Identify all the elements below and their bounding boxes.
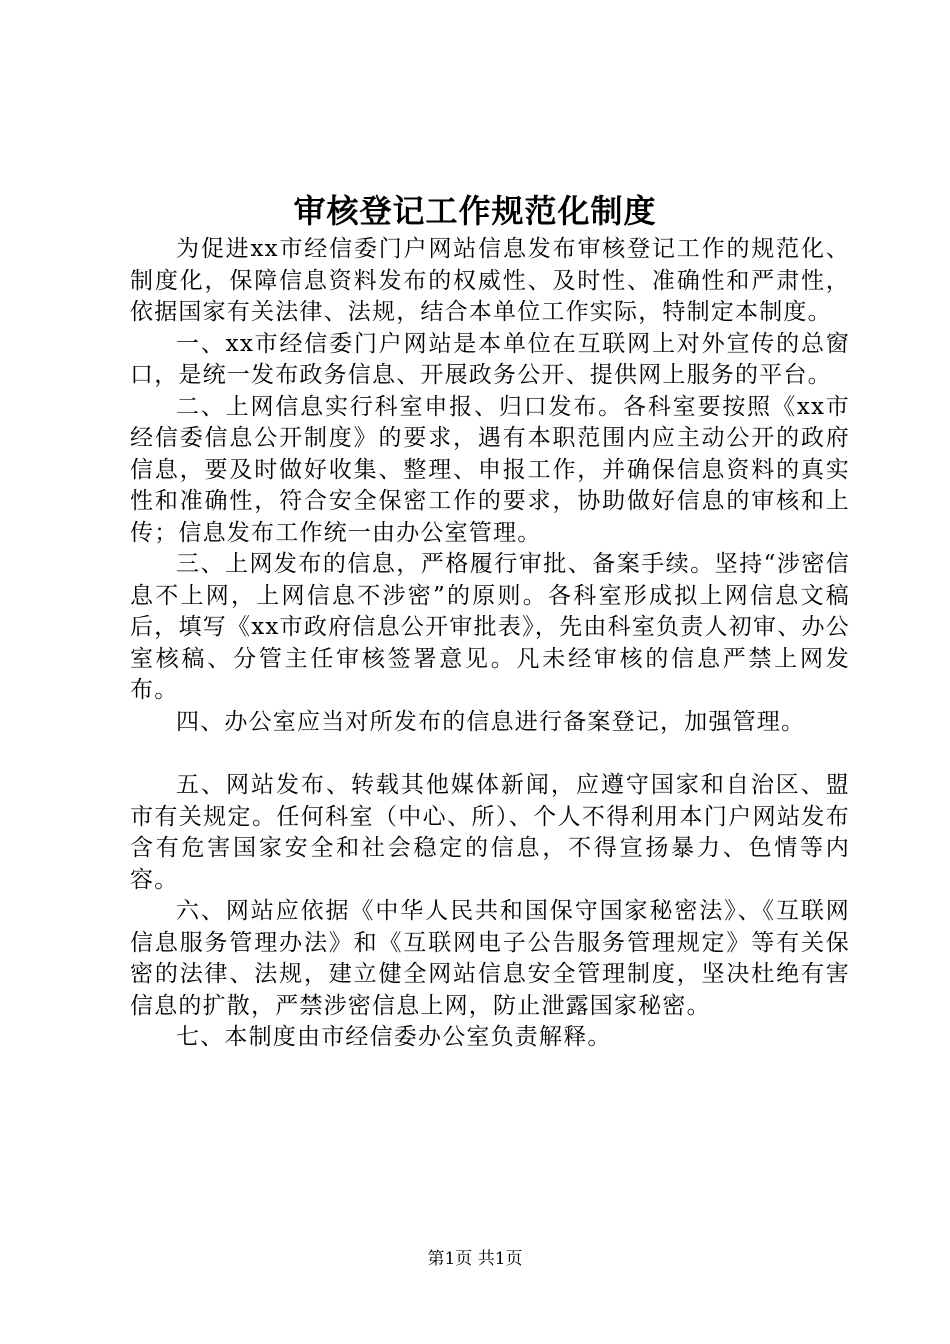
paragraph-clause-2: 二、上网信息实行科室申报、归口发布。各科室要按照《xx市经信委信息公开制度》的要求，遇有本职范围内应主动公开的政府信息，要及时做好收集、整理、申报工作，并确保信息资料的真实性和准确性，符合安全保密工作的要求，协助做好信息的审核和上传；信息发布工作统一由办公室管理。 bbox=[130, 393, 850, 546]
paragraph-clause-3: 三、上网发布的信息，严格履行审批、备案手续。坚持“涉密信息不上网，上网信息不涉密”的原则。各科室形成拟上网信息文稿后，填写《xx市政府信息公开审批表》，先由科室负责人初审、办公室核稿、分管主任审核签署意见。凡未经审核的信息严禁上网发布。 bbox=[130, 551, 850, 703]
document-body bbox=[130, 234, 850, 1054]
paragraph-clause-6: 六、网站应依据《中华人民共和国保守国家秘密法》、《互联网信息服务管理办法》和《互联网电子公告服务管理规定》等有关保密的法律、法规，建立健全网站信息安全管理制度，坚决杜绝有害信息的扩散，严禁涉密信息上网，防止泄露国家秘密。 bbox=[130, 898, 850, 1019]
paragraph-intro: 为促进xx市经信委门户网站信息发布审核登记工作的规范化、制度化，保障信息资料发布的权威性、及时性、准确性和严肃性，依据国家有关法律、法规，结合本单位工作实际，特制定本制度。 bbox=[130, 236, 850, 325]
paragraph-clause-7: 七、本制度由市经信委办公室负责解释。 bbox=[176, 1024, 612, 1050]
page-number-footer: 第1页 共1页 bbox=[427, 1249, 523, 1269]
paragraph-clause-5: 五、网站发布、转载其他媒体新闻，应遵守国家和自治区、盟市有关规定。任何科室（中心、所）、个人不得利用本门户网站发布含有危害国家安全和社会稳定的信息，不得宣扬暴力、色情等内容。 bbox=[130, 772, 850, 893]
document-title: 审核登记工作规范化制度 bbox=[293, 192, 657, 230]
paragraph-clause-4: 四、办公室应当对所发布的信息进行备案登记，加强管理。 bbox=[176, 708, 806, 735]
paragraph-clause-1: 一、xx市经信委门户网站是本单位在互联网上对外宣传的总窗口，是统一发布政务信息、开展政务公开、提供网上服务的平台。 bbox=[130, 330, 850, 388]
